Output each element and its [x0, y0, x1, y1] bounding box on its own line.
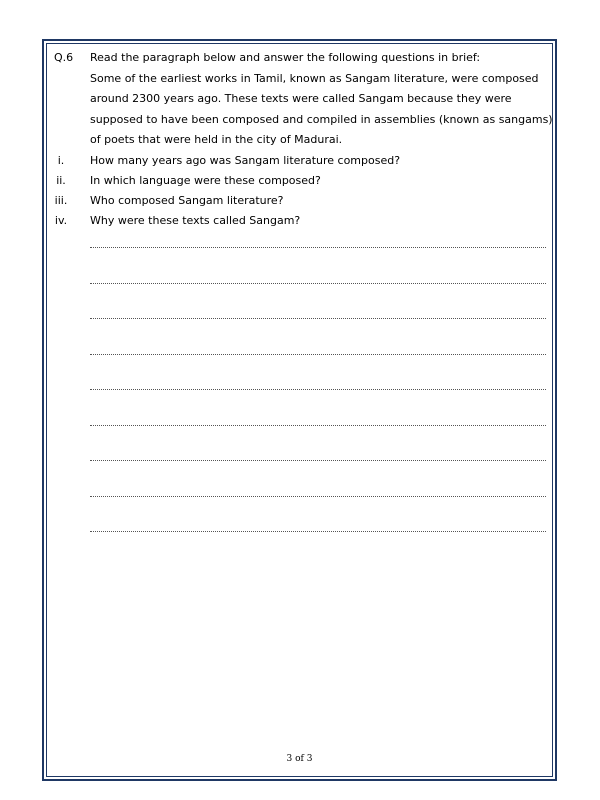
question-block [46, 43, 553, 777]
answer-line[interactable] [90, 495, 546, 497]
paragraph-line: Some of the earliest works in Tamil, known as Sangam literature, were composed [90, 71, 539, 85]
sub-question-text: How many years ago was Sangam literature composed? [90, 154, 401, 167]
sub-question-text: Why were these texts called Sangam? [90, 214, 301, 227]
question-number: Q.6 [54, 51, 74, 64]
sub-question-text: In which language were these composed? [90, 174, 321, 187]
sub-question-1 [46, 151, 546, 171]
sub-question-number: iii. [54, 194, 68, 207]
page-number: 3 of 3 [286, 754, 313, 764]
sub-question-2 [46, 171, 546, 191]
sub-question-3 [46, 191, 546, 211]
sub-question-4 [46, 211, 546, 231]
sub-question-text: Who composed Sangam literature? [90, 194, 284, 207]
answer-line[interactable] [90, 282, 546, 284]
paragraph-line: Read the paragraph below and answer the following questions in brief: [90, 51, 481, 64]
answer-line[interactable] [90, 317, 546, 319]
answer-line[interactable] [90, 388, 546, 390]
question-paragraph [90, 48, 553, 151]
paragraph-line: supposed to have been composed and compiled in assemblies (known as sangams) [90, 112, 553, 126]
sub-question-number: ii. [56, 174, 66, 187]
sub-question-number: i. [57, 154, 65, 167]
answer-line[interactable] [90, 246, 546, 248]
answer-line[interactable] [90, 530, 546, 532]
paragraph-line: of poets that were held in the city of Madurai. [90, 133, 343, 146]
answer-line[interactable] [90, 424, 546, 426]
answer-line[interactable] [90, 353, 546, 355]
paragraph-line: around 2300 years ago. These texts were called Sangam because they were [90, 92, 512, 105]
answer-line[interactable] [90, 459, 546, 461]
sub-question-number: iv. [54, 214, 68, 227]
answer-area[interactable] [90, 246, 546, 566]
